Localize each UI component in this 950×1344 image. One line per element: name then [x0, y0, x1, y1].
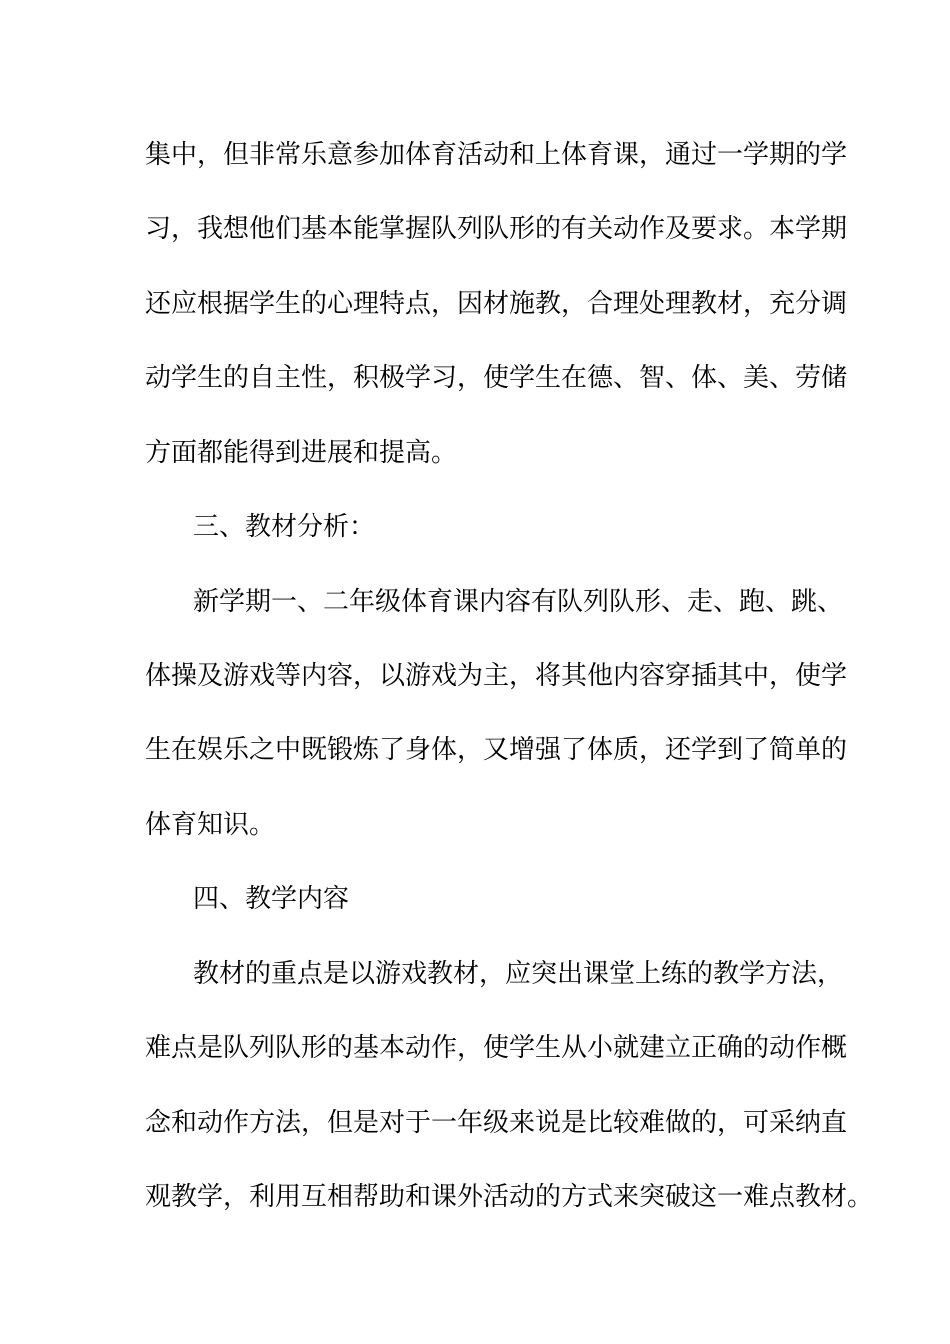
section-heading: 四、教学内容 — [193, 884, 350, 914]
paragraph-line: 方面都能得到进展和提高。 — [145, 438, 458, 468]
section-heading: 三、教材分析： — [193, 512, 376, 542]
paragraph-line: 生在娱乐之中既锻炼了身体，又增强了体质，还学到了简单的 — [145, 735, 848, 765]
paragraph-line: 念和动作方法，但是对于一年级来说是比较难做的，可采纳直 — [145, 1108, 848, 1138]
paragraph-line: 难点是队列队形的基本动作，使学生从小就建立正确的动作概 — [145, 1033, 848, 1063]
paragraph-line: 体育知识。 — [145, 810, 276, 840]
paragraph-line: 体操及游戏等内容，以游戏为主，将其他内容穿插其中，使学 — [145, 661, 848, 691]
paragraph-line: 教材的重点是以游戏教材，应突出课堂上练的教学方法， — [193, 959, 844, 989]
paragraph-line: 集中，但非常乐意参加体育活动和上体育课，通过一学期的学 — [145, 140, 848, 170]
paragraph-line: 新学期一、二年级体育课内容有队列队形、走、跑、跳、 — [193, 587, 844, 617]
paragraph-line: 习，我想他们基本能掌握队列队形的有关动作及要求。本学期 — [145, 214, 848, 244]
paragraph-line: 动学生的自主性，积极学习，使学生在德、智、体、美、劳储 — [145, 363, 848, 393]
paragraph-line: 观教学，利用互相帮助和课外活动的方式来突破这一难点教材。 — [145, 1182, 874, 1212]
paragraph-line: 还应根据学生的心理特点，因材施教，合理处理教材，充分调 — [145, 289, 848, 319]
